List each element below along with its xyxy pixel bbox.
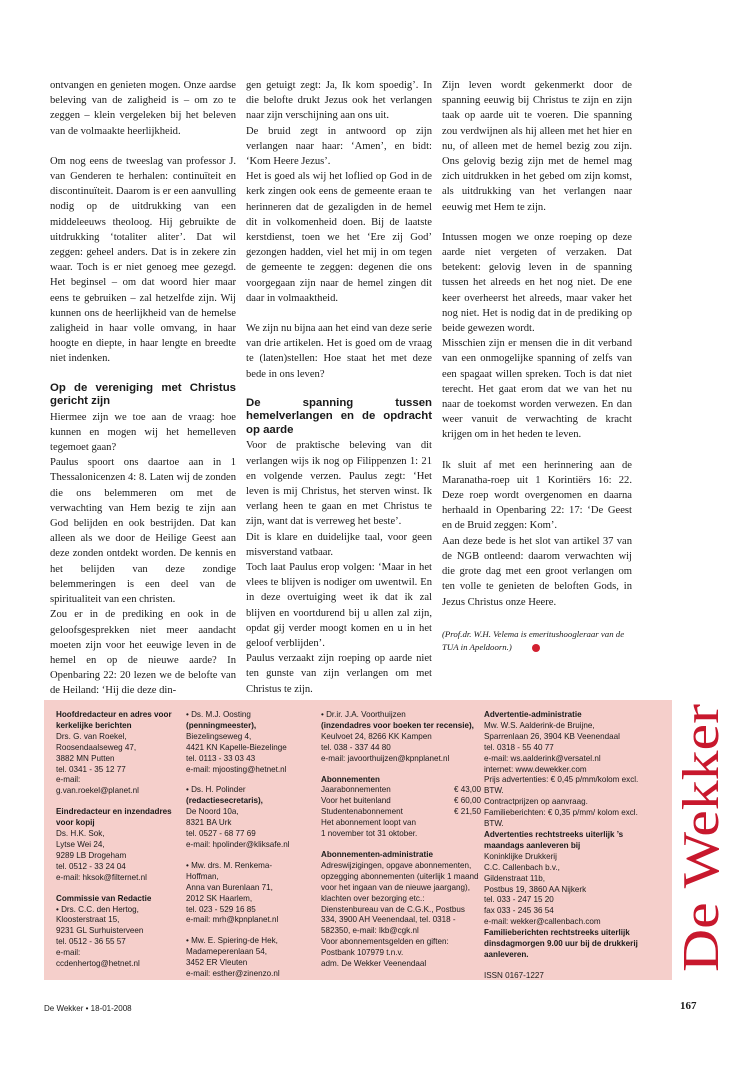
paragraph: Zijn leven wordt gekenmerkt door de spanning eeuwig bij Christus te zijn en zijn taak op aarde uit te voeren. Die spanning zou verdwijnen als hij alleen met het hier en nu, of alleen met de hemel bezig zou zijn. Ons gelovig bezig zijn met de hemel mag zich uitdrukken in het gebed om zijn komst, als uitdrukking van het verlangen naar eeuwig met Hem te zijn. [442,80,632,213]
colophon-line: tel. 0318 - 55 40 77 [484,742,554,752]
colophon-line: Hoffman, [186,871,219,881]
colophon-column-3 [321,710,481,970]
email-link[interactable]: ccdenhertog@hetnet.nl [56,959,140,969]
colophon-line: tel. 0527 - 68 77 69 [186,829,256,839]
colophon-line: tel. 033 - 247 15 20 [484,895,554,905]
paragraph: Paulus spoort ons daartoe aan in 1 Thessalonicenzen 4: 8. Laten wij de zonden die ons belemmeren om met de verwachting van Hem bezig te zijn aan God belijden en ook bestrijden. Dat kan alleen als we door de Heilige Geest aan deze zonden ontdekt worden. De kennis en het belijden van deze zondige belemmeringen is een deel van de spiritualiteit van een christen. [50,457,236,606]
paragraph: Voor de praktische beleving van dit verlangen wijs ik nog op Filippenzen 1: 21 en volgende verzen. Paulus zegt: ‘Het leven is mij Christus, het sterven winst. Ik verlang heen te gaan en met Christus te zijn, want dat is verreweg het beste’. [246,440,432,528]
colophon-heading: Advertentie-administratie [484,710,582,719]
brand-title: De Wekker [673,738,730,972]
colophon-role: (penningmeester), [186,720,257,730]
paragraph: De bruid zegt in antwoord op zijn verlangen naar haar: ‘Amen’, en bidt: ‘Kom Heere Jezus’. [246,125,432,168]
colophon-line: Postbus 19, 3860 AA Nijkerk [484,884,587,894]
section-heading: De spanning tussen hemelverlangen en de opdracht op aarde [246,396,432,436]
colophon-line: De Noord 10a, [186,807,239,817]
price-label: Studentenabonnement [321,807,403,817]
colophon-line: Het abonnement loopt van [321,818,416,828]
colophon-heading: Familieberichten rechtstreeks uiterlijk dinsdagmorgen 9.00 uur bij de drukkerij aanleveren. [484,928,638,959]
colophon-heading: Hoofdredacteur en adres voor kerkelijke berichten [56,710,172,730]
colophon-heading: Abonnementen-administratie [321,849,433,859]
colophon-role: (inzendadres voor boeken ter recensie), [321,720,474,730]
paragraph: Ik sluit af met een herinnering aan de Maranatha-roep uit 1 Korintiërs 16: 22. Deze roep wordt overgenomen en daarna herhaald in Openbaring 22: 17: ‘De Geest en de Bruid zeggen: Kom’. [442,459,632,532]
paragraph: Om nog eens de tweeslag van professor J. van Genderen te herhalen: continuïteit en discontinuïteit. Daarom is er een aanvulling nodig op de uitdrukking van een middeleeuws theoloog. Hij gebruikte de uitdrukking ‘totaliter aliter’. Dat wil zeggen: geheel anders. Dat is in zekere zin waar. Toch is er niet genoeg mee gezegd. Het beginsel – om dat woord hier maar eens te gebruiken – zal hetzelfde zijn. Wij kunnen ons de heerlijkheid van de hemelse zaligheid in haar volle omvang, in haar hoogte en diepte, in haar lengte en breedte niet indenken. [50,155,236,365]
colophon-line: adm. De Wekker Veenendaal [321,959,427,969]
colophon-line: 9231 GL Surhuisterveen [56,926,144,936]
paragraph: Paulus verzaakt zijn roeping op aarde niet ten gunste van zijn verlangen om met Christus te zijn. [246,653,432,695]
colophon-text: Voor abonnementsgelden en giften: Postbank 107979 t.n.v. [321,937,449,958]
colophon-text: Adreswijzigingen, opgave abonnementen, opzegging abonnementen (uiterlijk 1 maand voor het ingaan van de nieuwe jaargang), klachten over bezorging etc.: Dienstenbureau van de C.G.K., Postbus 334, 3900 AH Veenendaal, tel. 0318 - 582350, e-mail: lkb@cgk.nl [321,860,479,936]
colophon-column-4 [484,710,659,982]
email-link[interactable]: e-mail: wekker@callenbach.com [484,917,601,927]
colophon-line: 1 november tot 31 oktober. [321,829,418,839]
email-link[interactable]: e-mail: ws.aalderink@versatel.nl [484,753,601,763]
price-label: Voor het buitenland [321,796,391,806]
colophon-line: Biezelingseweg 4, [186,731,252,741]
email-link[interactable]: e-mail: mrh@kpnplanet.nl [186,915,279,925]
paragraph: Intussen mogen we onze roeping op deze aarde niet vergeten of verzaken. Dat betekent: gelovig leven in de spanning tussen het alreeds en het nog niet. De ene keer overheerst het alreeds, maar vaker het nog niet. Het is nodig dat in de prediking op beide gewezen wordt. [442,231,632,335]
price-row [321,796,481,807]
colophon-line: Familieberichten: € 0,35 p/mm/ kolom excl. BTW. [484,808,638,829]
colophon-line: Roosendaalseweg 47, [56,742,137,752]
colophon-line: Mw. W.S. Aalderink-de Bruijne, [484,720,595,730]
issn: ISSN 0167-1227 [484,970,544,980]
colophon-line: tel. 0113 - 33 03 43 [186,753,256,763]
colophon-heading: Abonnementen [321,774,380,784]
paragraph: Het is goed als wij het loflied op God in de kerk zingen ook eens de gemeente eraan te herinneren dat de gezaligden in de hemel dit in volkomenheid doen. Bij de laatste kerstdienst, toen we het ‘Ere zij God’ gezongen hadden, viel het mij in om tegen de gemeente te zeggen: degenen die ons voorgegaan zijn naar de hemel zingen dit daar in volmaaktheid. [246,171,432,304]
colophon-line: C.C. Callenbach b.v., [484,862,560,872]
paragraph: Misschien zijn er mensen die in dit verband van een onmogelijke spanning of zelfs van een spagaat willen spreken. Toch is dat niet terecht. Het gaat erom dat we van het nu naar de toekomst worden verwezen. En dan weer vanuit de verwachting de kracht krijgen om in het heden te leven. [442,338,632,441]
price-row [321,807,481,818]
paragraph: ontvangen en genieten mogen. Onze aardse beleving van de zaligheid is – om zo te zeggen – klein vergeleken bij het beleven van de volmaakte heerlijkheid. [50,80,236,137]
brand-logo [673,700,730,980]
paragraph: Zou er in de prediking en ook in de geloofsgesprekken niet meer aandacht moeten zijn voor het eeuwige leven in de hemel en op de nieuwe aarde? In Openbaring 22: 20 lezen we de belofte van de Heiland: ‘Hij die deze din- [50,609,236,697]
colophon-line: Drs. G. van Roekel, [56,731,127,741]
colophon-line: Koninklijke Drukkerij [484,851,557,861]
colophon-line: 9289 LB Drogeham [56,850,127,860]
paragraph: Aan deze bede is het slot van artikel 37 van de NGB ontleend: daarom verwachten wij die grote dag met een groot verlangen om ten volle te genieten de beloften Gods, in Jezus Christus onze Heere. [442,535,632,608]
email-link[interactable]: e-mail: javoorthuijzen@kpnplanet.nl [321,753,450,763]
colophon-column-2 [186,710,318,980]
colophon-line: 3452 ER Vleuten [186,958,248,968]
article-column-3 [442,78,632,654]
footer-issue: De Wekker • 18-01-2008 [44,1004,132,1013]
colophon-line: tel. 0512 - 36 55 57 [56,937,126,947]
colophon-line: 2012 SK Haarlem, [186,893,253,903]
colophon-line: Lytse Wei 24, [56,839,105,849]
colophon-line: • Ds. H. Polinder [186,785,246,795]
price-value: € 60,00 [453,796,481,806]
email-link[interactable]: e-mail: esther@zinenzo.nl [186,969,280,979]
colophon-role: (redactiesecretaris), [186,796,263,806]
end-mark-icon [532,644,540,652]
paragraph: We zijn nu bijna aan het eind van deze serie van drie artikelen. Het is goed om de vraag te (laten)stellen: Hoe staat het met deze bede in ons leven? [246,323,432,380]
colophon-line: Kloosterstraat 15, [56,915,120,925]
colophon-line: tel. 0341 - 35 12 77 [56,764,126,774]
colophon-line: Contractprijzen op aanvraag. [484,797,588,807]
colophon-line: Gildenstraat 11b, [484,873,546,883]
colophon-line: • Mw. drs. M. Renkema- [186,860,273,870]
colophon-line: tel. 038 - 337 44 80 [321,742,391,752]
paragraph: gen getuigt zegt: Ja, Ik kom spoedig’. In die belofte drukt Jezus ook het verlangen naar zijn verschijning aan ons uit. [246,80,432,122]
colophon-line: Anna van Burenlaan 71, [186,882,273,892]
colophon-line: Keulvoet 24, 8266 KK Kampen [321,731,432,741]
colophon-line: • Ds. M.J. Oosting [186,710,251,719]
colophon-line: Ds. H.K. Sok, [56,829,105,839]
colophon-line: Prijs advertenties: € 0,45 p/mm/kolom excl. BTW. [484,775,639,796]
author-note [442,628,632,654]
price-label: Jaarabonnementen [321,785,391,795]
price-row [321,785,481,796]
colophon-line: Madameperenlaan 54, [186,947,267,957]
paragraph: Dit is klare en duidelijke taal, voor geen misverstand vatbaar. [246,531,432,558]
paragraph: Hiermee zijn we toe aan de vraag: hoe kunnen en mogen wij het hemelleven tegemoet gaan? [50,411,236,454]
colophon-line: • Mw. E. Spiering-de Hek, [186,936,278,946]
article-column-2 [246,78,432,697]
colophon-line: 4421 KN Kapelle-Biezelinge [186,742,287,752]
colophon-line: tel. 0512 - 33 24 04 [56,861,126,871]
colophon-heading: Advertenties rechtstreeks uiterlijk ’s maandags aanleveren bij [484,829,624,850]
colophon-heading: Eindredacteur en inzendadres voor kopij [56,807,172,828]
paragraph: Toch laat Paulus erop volgen: ‘Maar in het vlees te blijven is nodiger om uwentwil. En in deze overtuiging weet ik dat ik zal blijven en voortdurend bij u allen zal zijn, opdat gij verder moogt komen en u in het geloof verblijden’. [246,561,432,649]
section-heading: Op de vereniging met Christus gericht zijn [50,381,236,408]
colophon-box [44,700,672,980]
colophon-column-1 [56,710,186,970]
website-link[interactable]: internet: www.dewekker.com [484,764,587,774]
colophon-line: • Dr.ir. J.A. Voorthuijzen [321,710,406,719]
colophon-line: 3882 MN Putten [56,753,115,763]
email-link[interactable]: e-mail: mjoosting@hetnet.nl [186,764,287,774]
colophon-line: 8321 BA Urk [186,818,232,828]
email-link[interactable]: e-mail: hpolinder@kliksafe.nl [186,839,290,849]
email-link[interactable]: e-mail: hksok@filternet.nl [56,872,147,882]
colophon-line: e-mail: [56,775,81,785]
price-value: € 21,50 [453,807,481,817]
colophon-line: Sparrenlaan 26, 3904 KB Veenendaal [484,731,620,741]
email-link[interactable]: g.van.roekel@planet.nl [56,786,139,796]
colophon-line: fax 033 - 245 36 54 [484,906,554,916]
price-value: € 43,00 [453,785,481,795]
colophon-line: tel. 023 - 529 16 85 [186,904,256,914]
colophon-line: e-mail: [56,948,81,958]
article-column-1 [50,78,236,699]
colophon-heading: Commissie van Redactie [56,893,152,903]
colophon-line: • Drs. C.C. den Hertog, [56,904,139,914]
page-number: 167 [680,1000,697,1012]
author-note-text: (Prof.dr. W.H. Velema is emeritushoogleraar van de TUA in Apeldoorn.) [442,628,625,652]
